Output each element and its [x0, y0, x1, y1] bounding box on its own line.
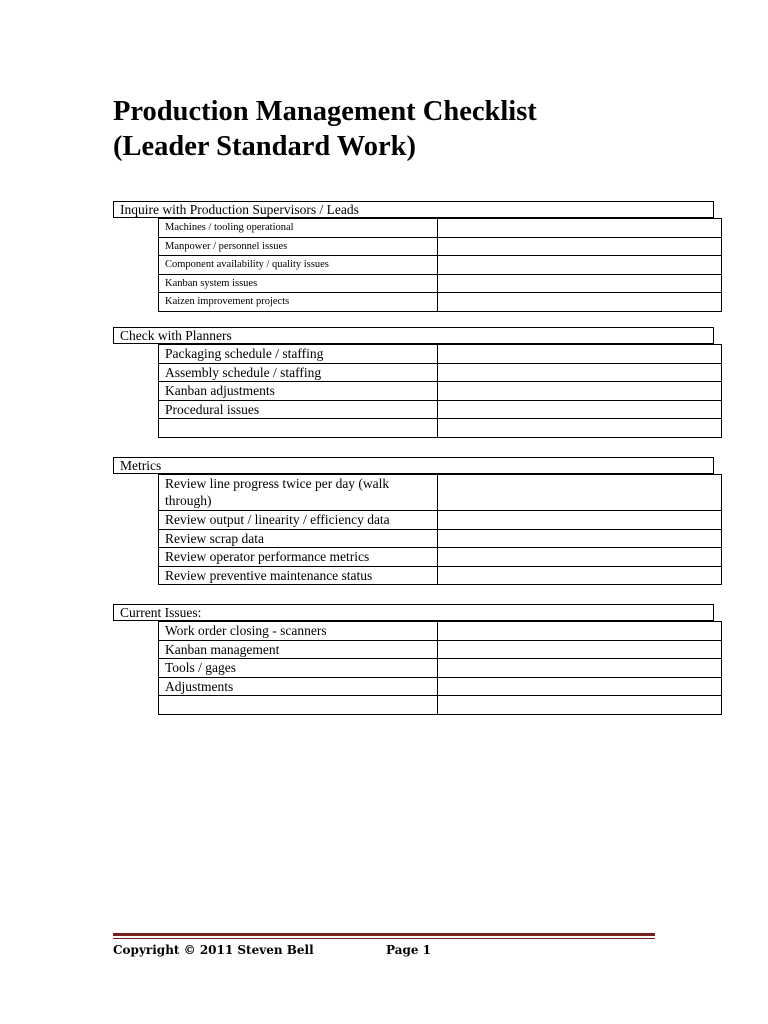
document-title — [113, 94, 713, 164]
section-metrics — [113, 457, 714, 585]
table-row — [159, 659, 722, 678]
item-label: Adjustments — [159, 677, 438, 696]
item-check-cell[interactable] — [438, 400, 722, 419]
item-check-cell[interactable] — [438, 548, 722, 567]
item-label: Review output / linearity / efficiency data — [159, 511, 438, 530]
table-row — [159, 345, 722, 364]
item-label — [159, 696, 438, 715]
table-row — [159, 293, 722, 312]
item-check-cell[interactable] — [438, 363, 722, 382]
item-check-cell[interactable] — [438, 622, 722, 641]
item-label — [159, 419, 438, 438]
table-row — [159, 696, 722, 715]
table-row — [159, 419, 722, 438]
checklist-table — [158, 344, 722, 438]
item-check-cell[interactable] — [438, 274, 722, 293]
table-row — [159, 475, 722, 511]
item-check-cell[interactable] — [438, 677, 722, 696]
item-check-cell[interactable] — [438, 382, 722, 401]
checklist-table — [158, 218, 722, 312]
section-current-issues — [113, 604, 714, 715]
table-row — [159, 529, 722, 548]
item-check-cell[interactable] — [438, 511, 722, 530]
item-check-cell[interactable] — [438, 659, 722, 678]
item-label: Kanban management — [159, 640, 438, 659]
title-line-2: (Leader Standard Work) — [113, 131, 416, 162]
footer-copyright: Copyright © 2011 Steven Bell — [113, 943, 314, 957]
item-label: Assembly schedule / staffing — [159, 363, 438, 382]
table-row — [159, 256, 722, 275]
table-row — [159, 622, 722, 641]
item-check-cell[interactable] — [438, 219, 722, 238]
checklist-table — [158, 474, 722, 585]
table-row — [159, 274, 722, 293]
item-label: Component availability / quality issues — [159, 256, 438, 275]
item-label: Review operator performance metrics — [159, 548, 438, 567]
item-label: Review scrap data — [159, 529, 438, 548]
section-heading: Inquire with Production Supervisors / Leads — [113, 201, 714, 218]
table-row — [159, 677, 722, 696]
item-check-cell[interactable] — [438, 293, 722, 312]
table-row — [159, 237, 722, 256]
table-row — [159, 363, 722, 382]
table-row — [159, 640, 722, 659]
table-row — [159, 548, 722, 567]
table-row — [159, 566, 722, 585]
table-row — [159, 400, 722, 419]
item-label: Kanban adjustments — [159, 382, 438, 401]
section-heading: Current Issues: — [113, 604, 714, 621]
item-check-cell[interactable] — [438, 640, 722, 659]
footer-rule-thin — [113, 938, 655, 939]
table-row — [159, 511, 722, 530]
item-check-cell[interactable] — [438, 256, 722, 275]
item-check-cell[interactable] — [438, 419, 722, 438]
title-line-1: Production Management Checklist — [113, 96, 537, 127]
item-check-cell[interactable] — [438, 566, 722, 585]
section-heading: Check with Planners — [113, 327, 714, 344]
item-check-cell[interactable] — [438, 696, 722, 715]
table-row — [159, 382, 722, 401]
item-label: Kaizen improvement projects — [159, 293, 438, 312]
item-label: Review preventive maintenance status — [159, 566, 438, 585]
section-planners — [113, 327, 714, 438]
footer-rule — [113, 933, 655, 936]
item-check-cell[interactable] — [438, 345, 722, 364]
section-supervisors — [113, 201, 714, 312]
item-check-cell[interactable] — [438, 529, 722, 548]
item-check-cell[interactable] — [438, 475, 722, 511]
item-label: Kanban system issues — [159, 274, 438, 293]
item-label: Tools / gages — [159, 659, 438, 678]
section-heading: Metrics — [113, 457, 714, 474]
item-check-cell[interactable] — [438, 237, 722, 256]
footer-page-number: Page 1 — [386, 943, 432, 957]
item-label: Procedural issues — [159, 400, 438, 419]
item-label: Work order closing - scanners — [159, 622, 438, 641]
table-row — [159, 219, 722, 238]
item-label: Packaging schedule / staffing — [159, 345, 438, 364]
checklist-table — [158, 621, 722, 715]
item-label: Machines / tooling operational — [159, 219, 438, 238]
item-label: Review line progress twice per day (walk through) — [159, 475, 438, 511]
item-label: Manpower / personnel issues — [159, 237, 438, 256]
